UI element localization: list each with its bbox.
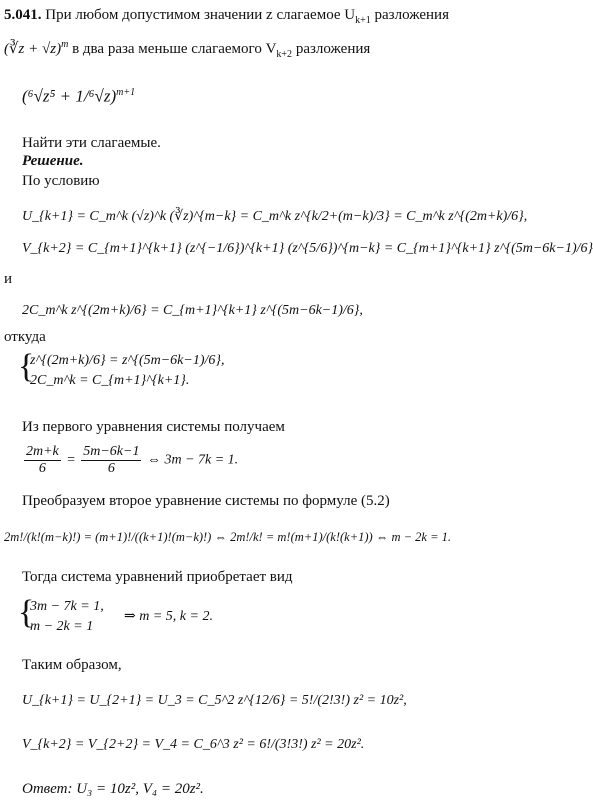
and-word: и: [4, 271, 13, 287]
V-formula: V_{k+2} = C_{m+1}^{k+1} (z^{−1/6})^{k+1} (z^{5/6})^{m−k} = C_{m+1}^{k+1} z^{(5m−6k−1)/6}: [22, 241, 593, 256]
U-final: U_{k+1} = U_{2+1} = U_3 = C_5^2 z^{12/6} = 5!/(2!3!) z² = 10z²,: [22, 693, 407, 708]
frac-1: [24, 444, 61, 477]
solution-heading: Решение.: [22, 153, 84, 169]
problem-expression-3: [22, 84, 135, 106]
eq-first-result: ⇔ 3m − 7k = 1.: [146, 452, 239, 468]
eq-2C: 2C_m^k z^{(2m+k)/6} = C_{m+1}^{k+1} z^{(5m−6k−1)/6},: [22, 303, 363, 318]
problem-text-2-end: разложения: [292, 41, 371, 57]
problem-text-1: При любом допустимом значении z слагаемое U: [45, 7, 356, 23]
frac-1-den: 6: [38, 461, 46, 476]
system1-brace: {: [18, 348, 35, 385]
problem-exp-3: m+1: [116, 87, 136, 98]
system2-brace: {: [18, 594, 35, 631]
transform-text: Преобразуем второе уравнение системы по формуле (5.2): [22, 493, 390, 509]
whence-word: откуда: [4, 329, 46, 345]
answer-value: U₃ = 10z², V₄ = 20z².: [76, 781, 204, 797]
eq-first: [22, 444, 238, 477]
system2-result: ⇒ m = 5, k = 2.: [124, 609, 213, 624]
frac-2: [81, 444, 141, 477]
answer-line: [22, 780, 204, 798]
problem-sub-2: k+2: [276, 49, 293, 60]
problem-number: 5.041.: [4, 7, 42, 23]
problem-exp-2: m: [61, 39, 69, 50]
frac-1-num: 2m+k: [26, 444, 59, 459]
system1-b: 2C_m^k = C_{m+1}^{k+1}.: [30, 373, 190, 388]
by-condition: По условию: [22, 173, 100, 189]
system1-a: z^{(2m+k)/6} = z^{(5m−6k−1)/6},: [30, 353, 225, 368]
problem-task: Найти эти слагаемые.: [22, 135, 161, 151]
problem-expr-3: (⁶√z⁵ + 1/⁶√z): [22, 86, 117, 106]
system2-a: 3m − 7k = 1,: [30, 599, 104, 614]
thus-text: Таким образом,: [22, 657, 122, 673]
problem-text-2: в два раза меньше слагаемого V: [68, 41, 277, 57]
problem-line-2: [4, 36, 370, 64]
system2-b: m − 2k = 1: [30, 619, 94, 634]
eq-sign: =: [66, 452, 76, 468]
problem-expr-2: (∛z + √z): [4, 41, 62, 57]
frac-2-den: 6: [107, 461, 115, 476]
V-final: V_{k+2} = V_{2+2} = V_4 = C_6^3 z² = 6!/(3!3!) z² = 20z².: [22, 737, 365, 752]
from-first: Из первого уравнения системы получаем: [22, 419, 285, 435]
problem-sub-1: k+1: [355, 15, 371, 26]
problem-line-1: [4, 6, 449, 30]
then-text: Тогда система уравнений приобретает вид: [22, 569, 293, 585]
frac-2-num: 5m−6k−1: [83, 444, 140, 459]
answer-label: Ответ:: [22, 781, 73, 797]
U-formula: U_{k+1} = C_m^k (√z)^k (∛z)^{m−k} = C_m^k z^{k/2+(m−k)/3} = C_m^k z^{(2m+k)/6},: [22, 209, 528, 224]
eq-second: 2m!/(k!(m−k)!) = (m+1)!/((k+1)!(m−k)!) ⇔ 2m!/k! = m!(m+1)/(k!(k+1)) ⇔ m − 2k = 1.: [4, 530, 452, 544]
problem-text-1-end: разложения: [370, 7, 449, 23]
